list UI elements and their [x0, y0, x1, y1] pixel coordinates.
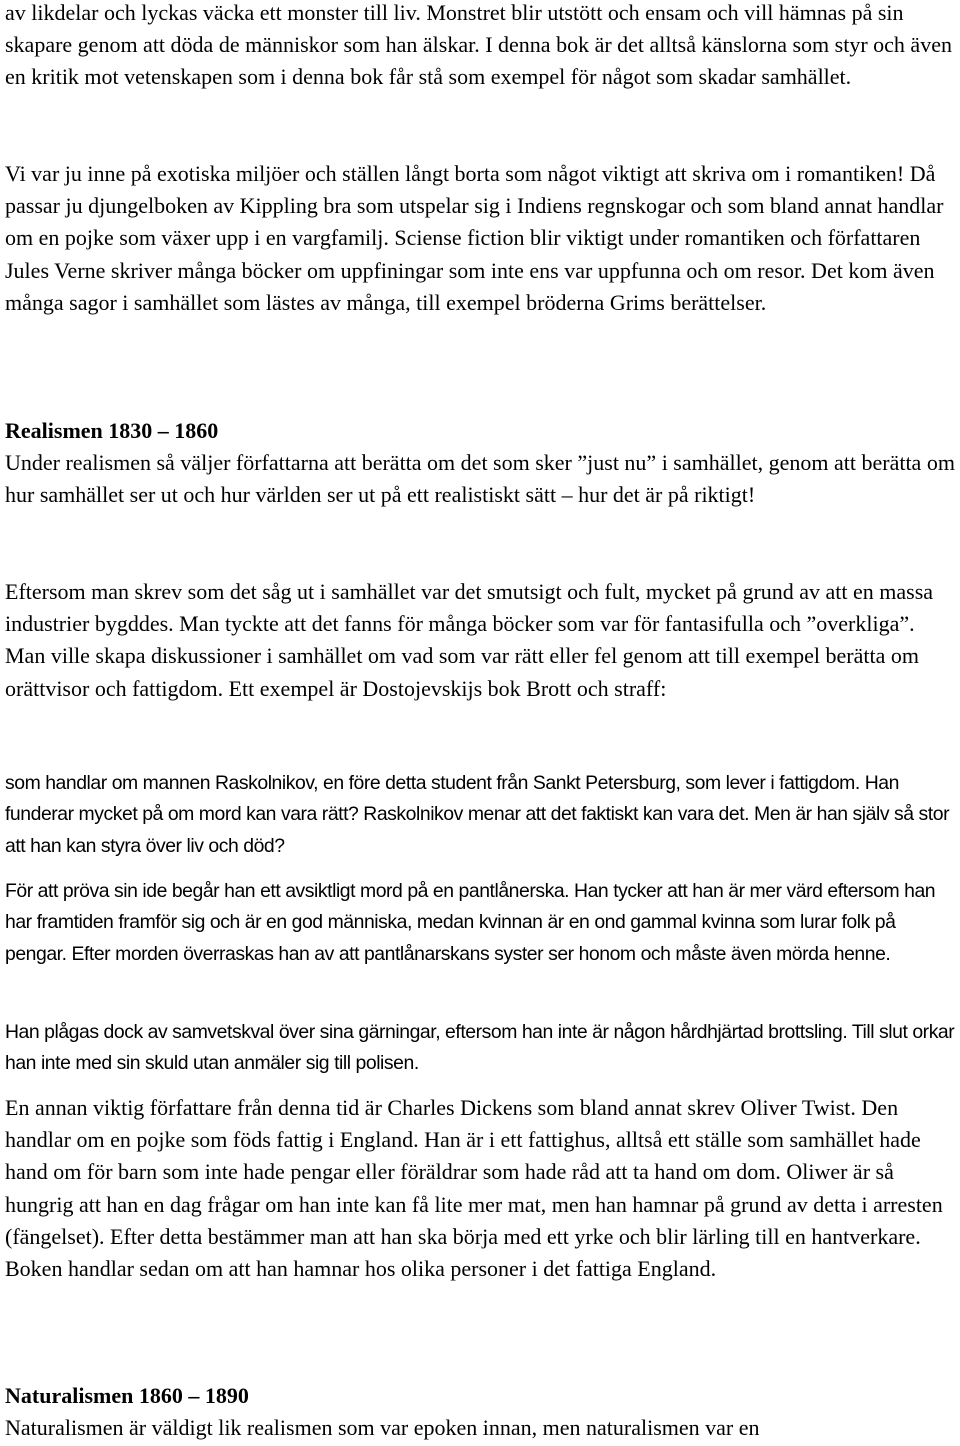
- paragraph-realism-intro: Under realismen så väljer författarna att berätta om det som sker ”just nu” i samhället, genom att berätta om hur samhället ser ut och hur världen ser ut på ett realistiskt sätt – hur det är på riktigt!: [5, 450, 955, 508]
- paragraph-frankenstein: av likdelar och lyckas väcka ett monster till liv. Monstret blir utstött och ensam och vill hämnas på sin skapare genom att döda de människor som han älskar. I denna bok är det alltså känslorna som styr och även en kritik mot vetenskapen som i denna bok får stå som exempel för något som skadar samhället.: [5, 0, 952, 90]
- paragraph-romanticism-exotic: Vi var ju inne på exotiska miljöer och ställen långt borta som något viktigt att skriva om i romantiken! Då passar ju djungelboken av Kippling bra som utspelar sig i Indiens regnskogar och som bland annat handlar om en pojke som växer upp i en vargfamilj. Sciense fiction blir viktigt under romantiken och författaren Jules Verne skriver många böcker om uppfiningar som inte ens var uppfunna och om resor. Det kom även många sagor i samhället som lästes av många, till exempel bröderna Grims berättelser.: [5, 161, 944, 315]
- paragraph-conscience: Han plågas dock av samvetskval över sina gärningar, eftersom han inte är någon hårdhjärtad brottsling. Till slut orkar han inte med sin skuld utan anmäler sig till polisen.: [5, 1021, 955, 1075]
- paragraph-realism-society: Eftersom man skrev som det såg ut i samhället var det smutsigt och fult, mycket på grund av att en massa industrier bygddes. Man tyckte att det fanns för många böcker som var för fantasifulla och ”overkliga”. Man ville skapa diskussioner i samhället om vad som var rätt eller fel genom att till exempel berätta om orättvisor och fattigdom. Ett exempel är Dostojevskijs bok Brott och straff:: [5, 579, 934, 701]
- paragraph-murder: För att pröva sin ide begår han ett avsiktligt mord på en pantlånerska. Han tycker att han är mer värd eftersom han har framtiden framför sig och är en god människa, medan kvinnan är en ond gammal kvinna som lurar folk på pengar. Efter morden överraskas han av att pantlånarskans syster ser honom och måste även mörda henne.: [5, 880, 936, 965]
- paragraph-naturalism-intro: Naturalismen är väldigt lik realismen som var epoken innan, men naturalismen var en: [5, 1415, 760, 1440]
- paragraph-crime-and-punishment: som handlar om mannen Raskolnikov, en före detta student från Sankt Petersburg, som lever i fattigdom. Han funderar mycket på om mord kan vara rätt? Raskolnikov menar att det faktiskt kan vara det. Men är han själv så stor att han kan styra över liv och död?: [5, 772, 950, 857]
- paragraph-oliver-twist: En annan viktig författare från denna tid är Charles Dickens som bland annat skrev Oliver Twist. Den handlar om en pojke som föds fattig i England. Han är i ett fattighus, alltså ett ställe som samhället hade hand om för barn som inte hade pengar eller föräldrar som hade råd att ta hand om dom. Oliwer är så hungrig att han en dag frågar om han inte kan få lite mer mat, men han hamnar på grund av detta i arresten (fängelset). Efter detta bestämmer man att han ska börja med ett yrke och blir lärling till en hantverkare. Boken handlar sedan om att han hamnar hos olika personer i det fattiga England.: [5, 1095, 943, 1282]
- heading-naturalism: Naturalismen 1860 – 1890: [5, 1383, 249, 1408]
- heading-realism: Realismen 1830 – 1860: [5, 418, 219, 443]
